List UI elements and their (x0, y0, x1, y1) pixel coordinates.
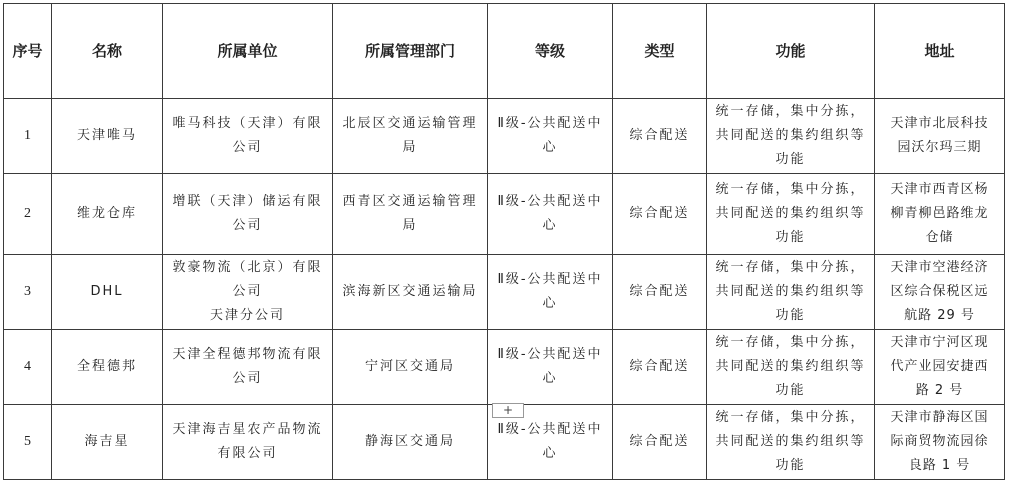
cell-text: 公司 (232, 140, 263, 155)
cell-name: 天津唯马 (52, 99, 163, 174)
cell-name: DHL (52, 255, 163, 330)
cell-address (875, 99, 1005, 174)
cell-text: Ⅱ级-公共配送中 (497, 347, 603, 362)
add-row-handle[interactable]: + (492, 403, 524, 418)
cell-text: 统一存储，集中分拣， (715, 104, 866, 119)
header-index: 序号 (4, 4, 52, 99)
cell-function (707, 255, 875, 330)
cell-department (333, 99, 488, 174)
cell-name: 维龙仓库 (52, 174, 163, 255)
cell-department (333, 255, 488, 330)
cell-text: 仓储 (925, 230, 954, 245)
cell-text: 共同配送的集约组织等 (715, 128, 866, 143)
cell-department (333, 405, 488, 480)
cell-text: 共同配送的集约组织等 (715, 206, 866, 221)
cell-text: 统一存储，集中分拣， (715, 260, 866, 275)
table-row (4, 330, 1005, 405)
cell-text: 功能 (775, 152, 806, 167)
cell-type: 综合配送 (613, 255, 707, 330)
cell-level (488, 174, 613, 255)
cell-unit (163, 330, 333, 405)
cell-text: 局 (402, 140, 418, 155)
cell-type: 综合配送 (613, 99, 707, 174)
cell-text: 心 (542, 371, 558, 386)
cell-type: 综合配送 (613, 330, 707, 405)
cell-text: 天津市空港经济 (890, 260, 989, 275)
cell-text: 天津市静海区国 (890, 410, 989, 425)
table-row (4, 174, 1005, 255)
cell-text: 良路 1 号 (908, 458, 971, 473)
cell-level (488, 330, 613, 405)
cell-name: 全程德邦 (52, 330, 163, 405)
cell-function (707, 330, 875, 405)
cell-text: 有限公司 (217, 446, 278, 461)
cell-text: 统一存储，集中分拣， (715, 410, 866, 425)
cell-text: 代产业园安捷西 (890, 359, 989, 374)
cell-unit (163, 174, 333, 255)
cell-text: 北辰区交通运输管理 (342, 116, 478, 131)
cell-text: 统一存储，集中分拣， (715, 335, 866, 350)
cell-text: 天津市北辰科技 (890, 116, 989, 131)
cell-level (488, 255, 613, 330)
cell-text: 心 (542, 218, 558, 233)
cell-index: 2 (4, 174, 52, 255)
cell-unit (163, 255, 333, 330)
cell-address (875, 330, 1005, 405)
header-row (4, 4, 1005, 99)
cell-text: Ⅱ级-公共配送中 (497, 116, 603, 131)
cell-text: 滨海新区交通运输局 (342, 284, 478, 299)
cell-text: 功能 (775, 383, 806, 398)
cell-text: 天津全程德邦物流有限 (172, 347, 323, 362)
cell-address (875, 255, 1005, 330)
cell-type: 综合配送 (613, 405, 707, 480)
cell-index: 1 (4, 99, 52, 174)
cell-text: 航路 29 号 (904, 308, 975, 323)
cell-type: 综合配送 (613, 174, 707, 255)
cell-text: 局 (402, 218, 418, 233)
cell-index: 5 (4, 405, 52, 480)
cell-text: 公司 (232, 284, 263, 299)
cell-unit (163, 405, 333, 480)
cell-text: 西青区交通运输管理 (342, 194, 478, 209)
cell-text: 际商贸物流园徐 (890, 434, 989, 449)
cell-text: 功能 (775, 230, 806, 245)
cell-text: 天津海吉星农产品物流 (172, 422, 323, 437)
cell-text: Ⅱ级-公共配送中 (497, 272, 603, 287)
cell-text: 唯马科技（天津）有限 (172, 116, 323, 131)
cell-text: 路 2 号 (915, 383, 964, 398)
cell-text: 共同配送的集约组织等 (715, 434, 866, 449)
table-row (4, 99, 1005, 174)
cell-department (333, 174, 488, 255)
header-level: 等级 (488, 4, 613, 99)
header-function: 功能 (707, 4, 875, 99)
cell-text: 天津分公司 (209, 308, 285, 323)
cell-text: 共同配送的集约组织等 (715, 284, 866, 299)
cell-text: 心 (542, 296, 558, 311)
cell-department (333, 330, 488, 405)
header-address: 地址 (875, 4, 1005, 99)
cell-text: 宁河区交通局 (364, 359, 455, 374)
cell-text: 功能 (775, 458, 806, 473)
cell-text: 公司 (232, 218, 263, 233)
header-department: 所属管理部门 (333, 4, 488, 99)
cell-text: 统一存储，集中分拣， (715, 182, 866, 197)
cell-text: 区综合保税区远 (890, 284, 989, 299)
cell-text: 增联（天津）储运有限 (172, 194, 323, 209)
cell-text: 柳青柳邑路维龙 (890, 206, 989, 221)
header-type: 类型 (613, 4, 707, 99)
cell-text: 公司 (232, 371, 263, 386)
cell-function (707, 99, 875, 174)
cell-text: 天津市西青区杨 (890, 182, 989, 197)
cell-index: 3 (4, 255, 52, 330)
cell-text: 园沃尔玛三期 (897, 140, 982, 155)
cell-text: Ⅱ级-公共配送中 (497, 422, 603, 437)
cell-name: 海吉星 (52, 405, 163, 480)
table-row (4, 255, 1005, 330)
cell-function (707, 405, 875, 480)
cell-text: 心 (542, 140, 558, 155)
cell-text: Ⅱ级-公共配送中 (497, 194, 603, 209)
cell-text: 天津市宁河区现 (890, 335, 989, 350)
cell-text: 静海区交通局 (364, 434, 455, 449)
cell-text: 敦豪物流（北京）有限 (172, 260, 323, 275)
cell-text: 心 (542, 446, 558, 461)
cell-address (875, 405, 1005, 480)
cell-index: 4 (4, 330, 52, 405)
header-unit: 所属单位 (163, 4, 333, 99)
header-name: 名称 (52, 4, 163, 99)
cell-text: 共同配送的集约组织等 (715, 359, 866, 374)
cell-level (488, 99, 613, 174)
cell-text: 功能 (775, 308, 806, 323)
cell-unit (163, 99, 333, 174)
cell-address (875, 174, 1005, 255)
cell-function (707, 174, 875, 255)
